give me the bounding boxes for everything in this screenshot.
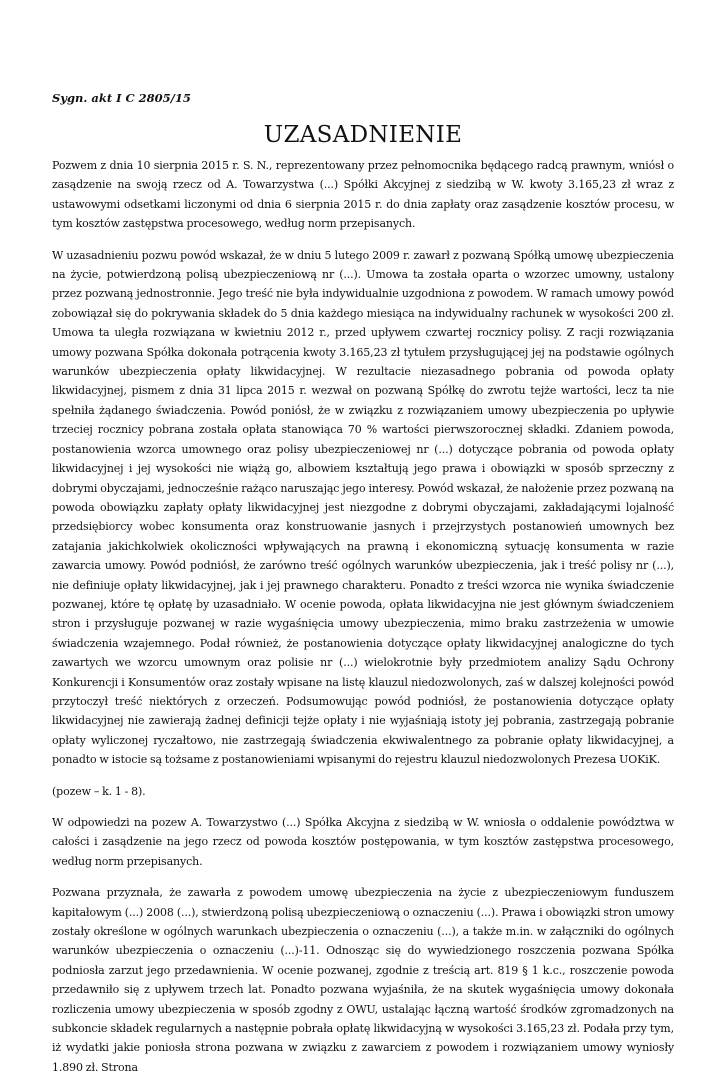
paragraph-claim: Pozwem z dnia 10 sierpnia 2015 r. S. N., reprezentowany przez pełnomocnika będącego radcą prawnym, wniósł o zasądzenie na swoją rzecz od A. Towarzystwa (...) Spółki Akcyjnej z siedzibą w W. kwoty 3.165,23 zł wraz z ustawowymi odsetkami liczonymi od dnia 6 sierpnia 2015 r. do dnia zapłaty oraz zasądzenie kosztów procesu, w tym kosztów zastępstwa procesowego, według norm przepisanych. [52,159,674,231]
paragraph-justification: W uzasadnieniu pozwu powód wskazał, że w dniu 5 lutego 2009 r. zawarł z pozwaną Spółką umowę ubezpieczenia na życie, potwierdzoną polisą ubezpieczeniową nr (...). Umowa ta została oparta o wzorzec umowny, ustalony przez pozwaną jednostronnie. Jego treść nie była indywidualnie uzgodniona z powodem. W ramach umowy powód zobowiązał się do pokrywania składek do 5 dnia każdego miesiąca na indywidualny rachunek w wysokości 200 zł. Umowa ta uległa rozwiązana w kwietniu 2012 r., przed upływem czwartej rocznicy polisy. Z racji rozwiązania umowy pozwana Spółka dokonała potrącenia kwoty 3.165,23 zł tytułem przysługującej jej na podstawie ogólnych warunków ubezpieczenia opłaty likwidacyjnej. W rezultacie niezasadnego pobrania od powoda opłaty likwidacyjnej, pismem z dnia 31 lipca 2015 r. wezwał on pozwaną Spółkę do zwrotu tejże wartości, lecz ta nie spełniła żądanego świadczenia. Powód poniósł, że w związku z rozwiązaniem umowy ubezpieczenia po upływie trzeciej rocznicy pobrana została opłata stanowiąca 70 % wartości pierwszorocznej składki. Zdaniem powoda, postanowienia wzorca umownego oraz polisy ubezpieczeniowej nr (...) dotyczące pobrania od powoda opłaty likwidacyjnej i jej wysokości nie wiążą go, albowiem kształtują jego prawa i obowiązki w sposób sprzeczny z dobrymi obyczajami, jednocześnie rażąco naruszając jego interesy. Powód wskazał, że nałożenie przez pozwaną na powoda obowiązku zapłaty opłaty likwidacyjnej jest niezgodne z dobrymi obyczajami, zakładającymi lojalność przedsiębiorcy wobec konsumenta oraz konstruowanie jasnych i przejrzystych postanowień umownych bez zatajania jakichkolwiek okoliczności wpływających na prawną i ekonomiczną sytuację konsumenta w razie zawarcia umowy. Powód podniósł, że zarówno treść ogólnych warunków ubezpieczenia, jak i treść polisy nr (...), nie definiuje opłaty likwidacyjnej, jak i jej prawnego charakteru. Ponadto z treści wzorca nie wynika świadczenie pozwanej, które tę opłatę by uzasadniało. W ocenie powoda, opłata likwidacyjna nie jest głównym świadczeniem stron i przysługuje pozwanej w razie wygaśnięcia umowy ubezpieczenia, mimo braku zastrzeżenia w umowie świadczenia wzajemnego. Podał również, że postanowienia dotyczące opłaty likwidacyjnej analogiczne do tych zawartych we wzorcu umownym oraz polisie nr (...) wielokrotnie były przedmiotem analizy Sądu Ochrony Konkurencji i Konsumentów oraz zostały wpisane na listę klauzul niedozwolonych, zaś w dalszej kolejności powód przytoczył treść niektórych z orzeczeń. Podsumowując powód podniósł, że postanowienia dotyczące opłaty likwidacyjnej nie zawierają żadnej definicji tejże opłaty i nie wyjaśniają istoty jej pobrania, zastrzegają pobranie opłaty wyliczonej ryczałtowo, nie zastrzegają świadczenia ekwiwalentnego za pobranie opłaty likwidacyjnej, a ponadto w istocie są tożsame z postanowieniami wpisanymi do rejestru klauzul niedozwolonych Prezesa UOKiK. [52,248,674,767]
document-title: UZASADNIENIE [263,122,463,148]
paragraph-citation: (pozew – k. 1 - 8). [52,784,146,798]
document-page [52,88,674,1089]
case-signature: Sygn. akt I C 2805/15 [52,91,191,105]
paragraph-response: W odpowiedzi na pozew A. Towarzystwo (...) Spółka Akcyjna z siedzibą w W. wniosła o oddalenie powództwa w całości i zasądzenie na jego rzecz od powoda kosztów postępowania, w tym kosztów zastępstwa procesowego, według norm przepisanych. [52,816,674,868]
paragraph-defendant: Pozwana przyznała, że zawarła z powodem umowę ubezpieczenia na życie z ubezpieczeniowym funduszem kapitałowym (...) 2008 (...), stwierdzoną polisą ubezpieczeniową o oznaczeniu (...). Prawa i obowiązki stron umowy zostały określone w ogólnych warunkach ubezpieczenia o oznaczeniu (...), a także m.in. w załączniki do ogólnych warunków ubezpieczenia o oznaczeniu (...)-11. Odnosząc się do wywiedzionego roszczenia pozwana Spółka podniosła zarzut jego przedawnienia. W ocenie pozwanej, zgodnie z treścią art. 819 § 1 k.c., roszczenie powoda przedawniło się z upływem trzech lat. Ponadto pozwana wyjaśniła, że na skutek wygaśnięcia umowy dokonała rozliczenia umowy ubezpieczenia w sposób zgodny z OWU, ustalając łączną wartość środków zgromadzonych na subkoncie składek regularnych a następnie pobrała opłatę likwidacyjną w wysokości 3.165,23 zł. Podała przy tym, iż wydatki jakie poniosła strona pozwana w związku z zawarciem z powodem i rozwiązaniem umowy wyniosły 1.890 zł. Strona [52,886,674,1074]
